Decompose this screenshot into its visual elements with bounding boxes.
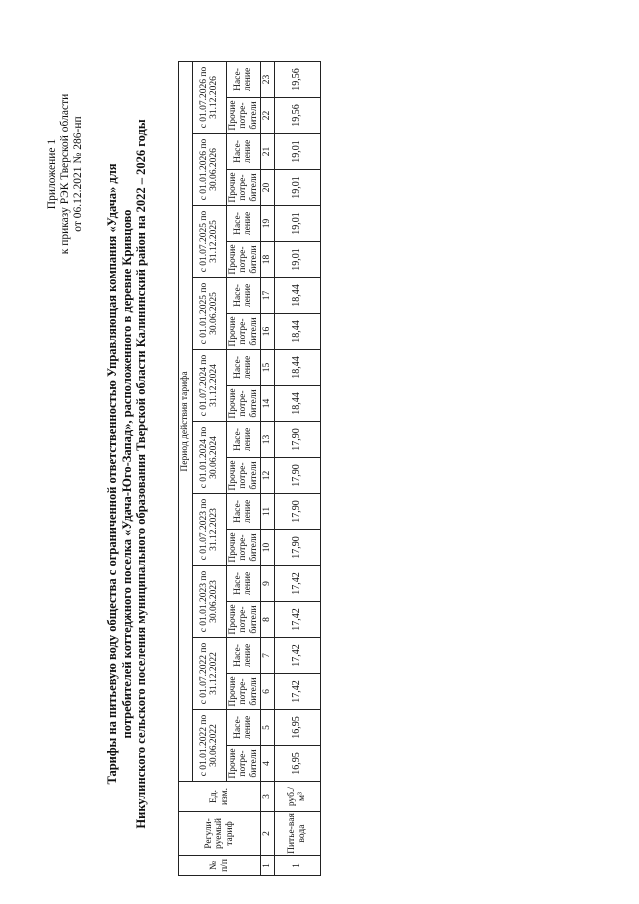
title-line-2: потребителей коттеджного поселка «Удача-Юго-Запад», расположенного в деревне Кривцово [119, 209, 134, 739]
subheader-population: Насе-ление [226, 134, 261, 170]
subheader-population: Насе-ление [226, 62, 261, 98]
tariff-value-cell: 19,56 [274, 62, 320, 98]
column-number: 21 [261, 134, 275, 170]
period-header: с 01.07.2025 по 31.12.2025 [192, 206, 226, 278]
subheader-population: Насе-ление [226, 350, 261, 386]
subheader-population: Насе-ление [226, 638, 261, 674]
appendix-line-3: от 06.12.2021 № 286-нп [72, 116, 84, 232]
tariff-value-cell: 19,01 [274, 170, 320, 206]
column-number: 15 [261, 350, 275, 386]
title-line-3: Никулинского сельского поселения муниципального образования Тверской области Калининский район на 2022 – 2026 годы [134, 119, 148, 829]
column-number: 16 [261, 314, 275, 350]
header-row-period [179, 62, 193, 876]
document-title [105, 74, 149, 874]
tariff-value-cell: 18,44 [274, 386, 320, 422]
column-number: 3 [261, 782, 275, 812]
column-number: 12 [261, 458, 275, 494]
column-number: 8 [261, 602, 275, 638]
tariff-value-cell: 16,95 [274, 746, 320, 782]
tariff-value-cell: 17,90 [274, 530, 320, 566]
period-header: с 01.07.2026 по 31.12.2026 [192, 62, 226, 134]
period-header: с 01.07.2022 по 31.12.2022 [192, 638, 226, 710]
subheader-other-consumers: Прочие потре-бители [226, 170, 261, 206]
tariff-value-cell: 17,42 [274, 638, 320, 674]
subheader-other-consumers: Прочие потре-бители [226, 242, 261, 278]
tariff-value-cell: 17,90 [274, 458, 320, 494]
period-header: с 01.01.2026 по 30.06.2026 [192, 134, 226, 206]
appendix-note [46, 44, 85, 304]
column-number: 19 [261, 206, 275, 242]
table-row [274, 62, 320, 876]
subheader-other-consumers: Прочие потре-бители [226, 602, 261, 638]
column-number: 4 [261, 746, 275, 782]
column-number: 14 [261, 386, 275, 422]
appendix-line-2: к приказу РЭК Тверской области [59, 93, 71, 255]
column-number: 1 [261, 856, 275, 876]
column-number: 6 [261, 674, 275, 710]
tariff-value-cell: 17,42 [274, 602, 320, 638]
subheader-other-consumers: Прочие потре-бители [226, 530, 261, 566]
tariff-value-cell: 16,95 [274, 710, 320, 746]
period-header: с 01.07.2023 по 31.12.2023 [192, 494, 226, 566]
header-row-consumers [226, 62, 261, 876]
header-tariff: Регули-руемый тариф [179, 812, 261, 856]
row-tariff: Питье-вая вода [274, 812, 320, 856]
subheader-other-consumers: Прочие потре-бители [226, 386, 261, 422]
subheader-population: Насе-ление [226, 566, 261, 602]
header-row-column-numbers [261, 62, 275, 876]
column-number: 20 [261, 170, 275, 206]
subheader-population: Насе-ление [226, 206, 261, 242]
row-no: 1 [274, 856, 320, 876]
header-unit: Ед. изм. [179, 782, 261, 812]
tariff-value-cell: 17,90 [274, 422, 320, 458]
column-number: 2 [261, 812, 275, 856]
appendix-line-1: Приложение 1 [46, 138, 58, 210]
column-number: 22 [261, 98, 275, 134]
tariff-value-cell: 18,44 [274, 350, 320, 386]
column-number: 11 [261, 494, 275, 530]
column-number: 13 [261, 422, 275, 458]
tariff-value-cell: 17,90 [274, 494, 320, 530]
column-number: 17 [261, 278, 275, 314]
column-number: 9 [261, 566, 275, 602]
header-period: Период действия тарифа [179, 62, 193, 782]
column-number: 23 [261, 62, 275, 98]
tariff-value-cell: 19,56 [274, 98, 320, 134]
column-number: 10 [261, 530, 275, 566]
row-unit: руб./м³ [274, 782, 320, 812]
header-no: № п/п [179, 856, 261, 876]
subheader-other-consumers: Прочие потре-бители [226, 674, 261, 710]
subheader-population: Насе-ление [226, 422, 261, 458]
tariff-table [178, 61, 321, 876]
title-line-1: Тарифы на питьевую воду общества с ограниченной ответственностью Управляющая компания «Удача» для [105, 163, 119, 785]
subheader-other-consumers: Прочие потре-бители [226, 458, 261, 494]
subheader-population: Насе-ление [226, 278, 261, 314]
tariff-value-cell: 18,44 [274, 278, 320, 314]
subheader-population: Насе-ление [226, 494, 261, 530]
period-header: с 01.01.2025 по 30.06.2025 [192, 278, 226, 350]
column-number: 7 [261, 638, 275, 674]
header-row-dates [192, 62, 226, 876]
subheader-other-consumers: Прочие потре-бители [226, 314, 261, 350]
period-header: с 01.07.2024 по 31.12.2024 [192, 350, 226, 422]
subheader-other-consumers: Прочие потре-бители [226, 746, 261, 782]
tariff-value-cell: 19,01 [274, 242, 320, 278]
period-header: с 01.01.2024 по 30.06.2024 [192, 422, 226, 494]
tariff-value-cell: 19,01 [274, 134, 320, 170]
tariff-value-cell: 18,44 [274, 314, 320, 350]
period-header: с 01.01.2023 по 30.06.2023 [192, 566, 226, 638]
tariff-value-cell: 19,01 [274, 206, 320, 242]
tariff-value-cell: 17,42 [274, 566, 320, 602]
subheader-population: Насе-ление [226, 710, 261, 746]
subheader-other-consumers: Прочие потре-бители [226, 98, 261, 134]
column-number: 18 [261, 242, 275, 278]
column-number: 5 [261, 710, 275, 746]
tariff-value-cell: 17,42 [274, 674, 320, 710]
period-header: с 01.01.2022 по 30.06.2022 [192, 710, 226, 782]
